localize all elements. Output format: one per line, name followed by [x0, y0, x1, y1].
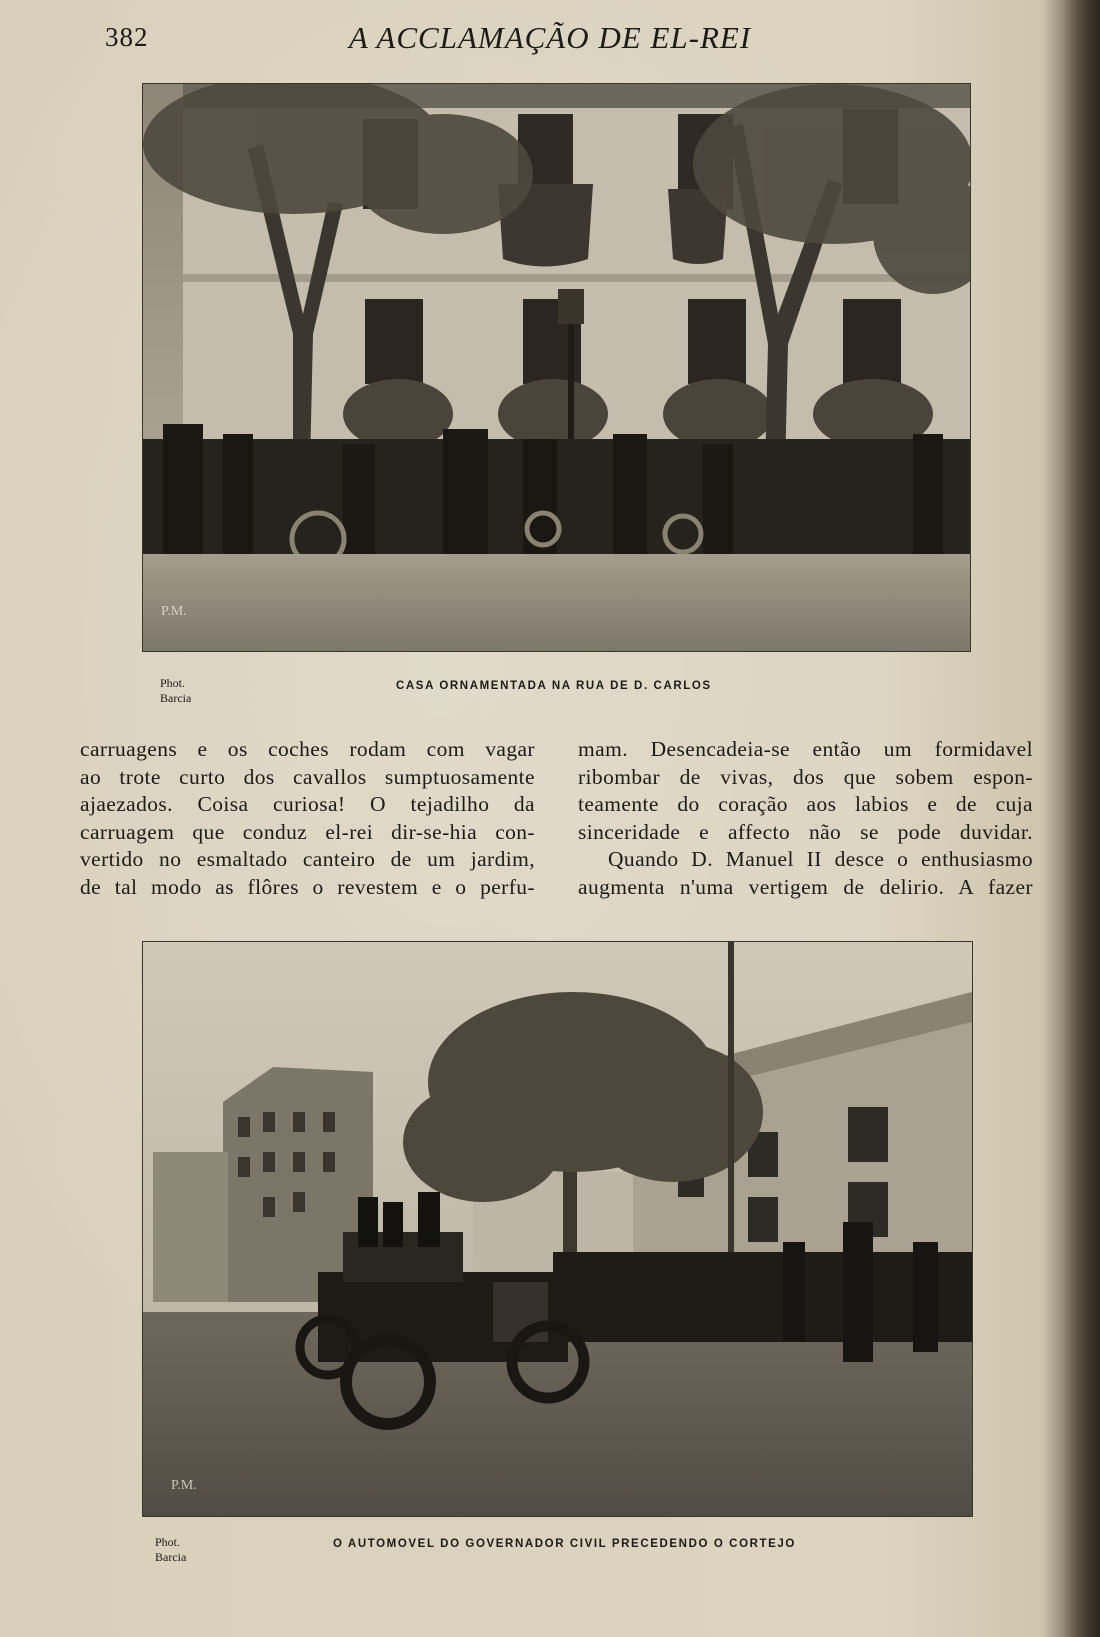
book-binding-shadow: [1040, 0, 1100, 1637]
text-line: ao trote curto dos cavallos sumptuosamente: [80, 764, 535, 789]
text-line: carruagem que conduz el-rei dir-se-hia con-: [80, 819, 535, 844]
text-line: de tal modo as flôres o revestem e o perfu-: [80, 874, 535, 899]
text-column-left: [80, 736, 535, 902]
photo-decorated-house: [142, 83, 971, 652]
photo-monogram: P.M.: [161, 604, 187, 619]
text-line: mam. Desencadeia-se então um formidavel: [578, 737, 1033, 761]
text-column-right: [578, 736, 1033, 902]
photo-monogram: P.M.: [171, 1478, 197, 1493]
text-line: teamente do coração aos labios e de cuja: [578, 792, 1033, 817]
photo-decorated-house-image: [143, 84, 970, 651]
photo-governor-automobile: [142, 941, 973, 1517]
text-line-indented: Quando D. Manuel II desce o enthusiasmo: [608, 847, 1033, 872]
text-line: sinceridade e affecto não se pode duvidar.: [578, 819, 1033, 844]
figure-caption: CASA ORNAMENTADA NA RUA DE D. CARLOS: [396, 680, 712, 692]
photo-credit: Phot. Barcia: [160, 676, 192, 705]
text-line: ajaezados. Coisa curiosa! O tejadilho da: [80, 792, 535, 817]
running-title: A ACCLAMAÇÃO DE EL-REI: [348, 20, 752, 55]
text-line: vertido no esmaltado canteiro de um jardim,: [80, 847, 535, 872]
figure-caption: O AUTOMOVEL DO GOVERNADOR CIVIL PRECEDENDO O CORTEJO: [333, 1538, 796, 1550]
text-line: ribombar de vivas, dos que sobem espon-: [578, 764, 1033, 789]
photo-credit: Phot. Barcia: [155, 1535, 187, 1564]
text-line: carruagens e os coches rodam com vagar: [80, 737, 535, 761]
page-number: 382: [105, 22, 149, 52]
text-line: augmenta n'uma vertigem de delirio. A fazer: [578, 874, 1033, 899]
photo-governor-automobile-image: [143, 942, 972, 1516]
